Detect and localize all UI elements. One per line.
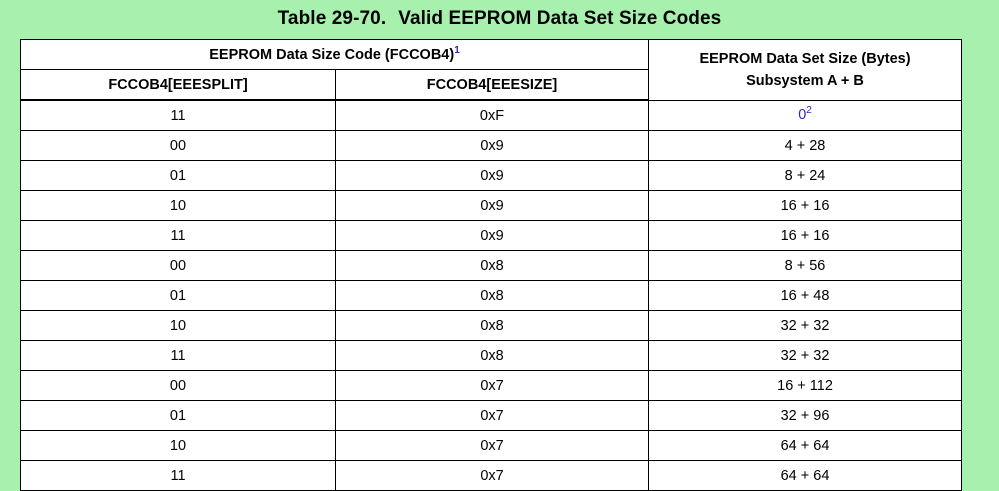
table-row (21, 161, 962, 191)
cell-size: 8 + 56 (649, 251, 962, 281)
cell-eeesize: 0x9 (336, 221, 649, 251)
cell-eeesize: 0x7 (336, 431, 649, 461)
cell-size-footnote-marker: 2 (806, 105, 812, 117)
header-group-right-line2: Subsystem A + B (746, 72, 864, 89)
table-row (21, 401, 962, 431)
cell-size-value: 0 (798, 107, 807, 124)
cell-eeesize: 0x9 (336, 131, 649, 161)
cell-size: 8 + 24 (649, 161, 962, 191)
header-group-left (21, 40, 649, 70)
cell-size (649, 100, 962, 131)
cell-size: 32 + 32 (649, 341, 962, 371)
eeprom-data-set-size-table (20, 39, 962, 491)
cell-eeesplit: 10 (21, 311, 336, 341)
table-container (20, 39, 961, 491)
cell-eeesize: 0x7 (336, 401, 649, 431)
cell-eeesplit: 11 (21, 341, 336, 371)
cell-eeesize: 0x8 (336, 341, 649, 371)
cell-eeesplit: 01 (21, 281, 336, 311)
table-row (21, 341, 962, 371)
cell-size: 16 + 16 (649, 191, 962, 221)
cell-size: 64 + 64 (649, 461, 962, 491)
cell-eeesplit: 11 (21, 461, 336, 491)
cell-eeesize: 0x9 (336, 161, 649, 191)
cell-eeesplit: 11 (21, 221, 336, 251)
table-row (21, 131, 962, 161)
cell-size: 64 + 64 (649, 431, 962, 461)
header-sub-eeesize: FCCOB4[EEESIZE] (336, 70, 649, 101)
cell-eeesplit: 01 (21, 401, 336, 431)
cell-eeesplit: 00 (21, 131, 336, 161)
cell-size: 16 + 48 (649, 281, 962, 311)
table-row (21, 371, 962, 401)
cell-eeesize: 0x8 (336, 281, 649, 311)
header-sub-eeesplit: FCCOB4[EEESPLIT] (21, 70, 336, 101)
cell-size: 16 + 112 (649, 371, 962, 401)
cell-eeesplit: 00 (21, 371, 336, 401)
table-caption (0, 0, 999, 39)
cell-size: 16 + 16 (649, 221, 962, 251)
cell-eeesplit: 10 (21, 431, 336, 461)
table-header-row-group (21, 40, 962, 70)
table-row (21, 281, 962, 311)
cell-eeesplit: 00 (21, 251, 336, 281)
table-row (21, 251, 962, 281)
table-row (21, 100, 962, 131)
header-group-left-label: EEPROM Data Size Code (FCCOB4) (209, 46, 455, 63)
table-row (21, 461, 962, 491)
cell-eeesize: 0x9 (336, 191, 649, 221)
cell-size: 32 + 96 (649, 401, 962, 431)
table-row (21, 191, 962, 221)
table-caption-title: Valid EEPROM Data Set Size Codes (398, 8, 722, 29)
cell-eeesplit: 11 (21, 100, 336, 131)
table-row (21, 431, 962, 461)
cell-eeesize: 0x7 (336, 371, 649, 401)
table-caption-number: Table 29-70. (277, 8, 387, 29)
header-group-right-line1: EEPROM Data Set Size (Bytes) (699, 50, 911, 67)
cell-eeesplit: 10 (21, 191, 336, 221)
header-group-right (649, 40, 962, 101)
cell-size: 32 + 32 (649, 311, 962, 341)
cell-eeesize: 0xF (336, 100, 649, 131)
header-group-left-footnote-marker: 1 (454, 44, 460, 56)
cell-eeesize: 0x8 (336, 251, 649, 281)
cell-eeesplit: 01 (21, 161, 336, 191)
cell-eeesize: 0x8 (336, 311, 649, 341)
cell-size: 4 + 28 (649, 131, 962, 161)
table-row (21, 311, 962, 341)
table-row (21, 221, 962, 251)
cell-eeesize: 0x7 (336, 461, 649, 491)
